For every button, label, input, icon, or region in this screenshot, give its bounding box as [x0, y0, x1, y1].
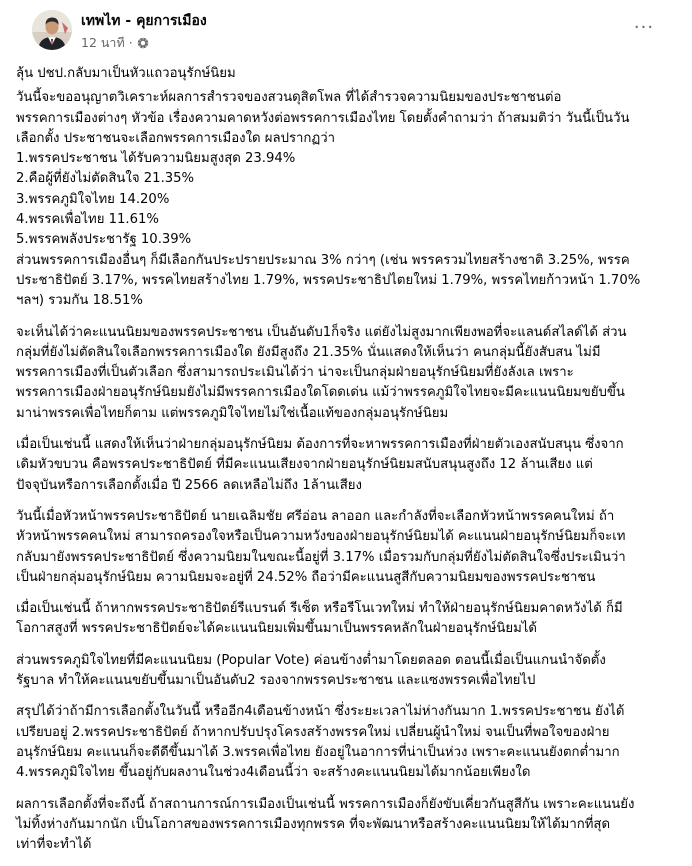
paragraph-line: ส่วนพรรคการเมืองอื่นๆ ก็มีเลือกกันประปรายประมาณ 3% กว่าๆ (เช่น พรรครวมไทยสร้างชาติ 3.25%, พรรค	[16, 252, 630, 268]
paragraph-line: 4.พรรคเพื่อไทย 11.61%	[16, 212, 159, 228]
paragraph-line: 3.พรรคภูมิใจไทย 14.20%	[16, 191, 170, 207]
author-avatar[interactable]	[32, 10, 72, 50]
post-paragraphs	[16, 88, 676, 855]
paragraph-line: ไม่ทิ้งห่างกันมากนัก เป็นโอกาสของพรรคการเมืองทุกพรรค ที่จะพัฒนาหรือสร้างคะแนนนิยมให้ได้มากที่สุด	[16, 816, 611, 832]
post-paragraph	[16, 507, 676, 588]
paragraph-line: จะเห็นได้ว่าคะแนนนิยมของพรรคประชาชน เป็นอันดับ1ก็จริง แต่ยังไม่สูงมากเพียงพอที่จะแลนด์สไลด์ได้ ส่วน	[16, 324, 627, 340]
paragraph-line: เมื่อเป็นเช่นนี้ ถ้าหากพรรคประชาธิปัตย์รีแบรนด์ รีเซ็ต หรือรีโนเวทใหม่ ทำให้ฝ่ายอนุรักษ์นิยมคาดหวังได้ ก็มี	[16, 601, 623, 617]
post-paragraph	[16, 435, 676, 496]
paragraph-line: 5.พรรคพลังประชารัฐ 10.39%	[16, 232, 192, 248]
post-paragraph	[16, 651, 676, 692]
post-paragraph	[16, 702, 676, 783]
author-name[interactable]: เทพไท - คุยการเมือง	[81, 13, 207, 29]
paragraph-line: กลับมายังพรรคประชาธิปัตย์ ซึ่งความนิยมในขณะนี้อยู่ที่ 3.17% เมื่อรวมกับกลุ่มที่ยังไม่ตัดสินใจซึ่งประเมินว่า	[16, 549, 626, 565]
paragraph-line: มาน่าพรรคเพื่อไทยก็ตาม แต่พรรคภูมิใจไทยไม่ใช่เนื้อแท้ของกลุ่มอนุรักษ์นิยม	[16, 405, 449, 421]
paragraph-line: กลุ่มที่ยังไม่ตัดสินใจเลือกพรรคการเมืองใด ยังมีสูงถึง 21.35% นั่นแสดงให้เห็นว่า คนกลุ่มนี้ยังสับสน ไม่มี	[16, 344, 601, 360]
post-header	[16, 0, 676, 60]
paragraph-line: โอกาสสูงที่ พรรคประชาธิปัตย์จะได้คะแนนนิยมเพิ่มขึ้นมาเป็นพรรคหลักในฝ่ายอนุรักษ์นิยมได้	[16, 621, 537, 637]
post-paragraph	[16, 795, 676, 856]
globe-icon[interactable]	[137, 37, 149, 49]
paragraph-line: เป็นฝ่ายกลุ่มอนุรักษ์นิยม ความนิยมจะอยู่ที่ 24.52% ถือว่ามีคะแนนสูสีกับความนิยมของพรรคประชาชน	[16, 569, 596, 585]
paragraph-line: เดิมหัวขบวน คือพรรคประชาธิปัตย์ ที่มีคะแนนเสียงจากฝ่ายอนุรักษ์นิยมสนับสนุนสูงถึง 12 ล้านเสียง แต่	[16, 457, 593, 473]
paragraph-line: พรรคการเมืองฝ่ายอนุรักษ์นิยมยังไม่มีพรรคการเมืองใดโดดเด่น แม้ว่าพรรคภูมิใจไทยจะมีคะแนนนิยมขยับขึ้น	[16, 385, 625, 401]
more-horizontal-icon[interactable]: ···	[633, 17, 655, 38]
paragraph-line: 2.คือผู้ที่ยังไม่ตัดสินใจ 21.35%	[16, 171, 195, 187]
paragraph-line: หัวหน้าพรรคคนใหม่ สามารถครองใจหรือเป็นความหวังของฝ่ายอนุรักษ์นิยมได้ คะแนนฝ่ายอนุรักษ์นิยมก็จะเท	[16, 529, 626, 545]
paragraph-line: รัฐบาล ทำให้คะแนนขยับขึ้นมาเป็นอันดับ2 รองจากพรรคประชาชน และแซงพรรคเพื่อไทยไป	[16, 673, 536, 689]
post-paragraph	[16, 323, 676, 424]
post-paragraph	[16, 599, 676, 640]
paragraph-line: วันนี้จะขออนุญาตวิเคราะห์ผลการสำรวจของสวนดุสิตโพล ที่ได้สำรวจความนิยมของประชาชนต่อ	[16, 90, 562, 106]
paragraph-line: พรรคการเมืองต่างๆ หัวข้อ เรื่องความคาดหวังต่อพรรคการเมืองไทย โดยตั้งคำถามว่า ถ้าสมมติว่า วันนี้เป็นวัน	[16, 110, 630, 126]
paragraph-line: ปัจจุบันหรือการเลือกตั้งเมื่อ ปี 2566 ลดเหลือไม่ถึง 1ล้านเสียง	[16, 477, 362, 493]
paragraph-line: เลือกตั้ง ประชาชนจะเลือกพรรคการเมืองใด ผลปรากฏว่า	[16, 130, 336, 146]
paragraph-line: ผลการเลือกตั้งที่จะถึงนี้ ถ้าสถานการณ์การเมืองเป็นเช่นนี้ พรรคการเมืองก็ยังขับเคี่ยวกันสูสีกัน เพราะคะแนนยัง	[16, 796, 635, 812]
paragraph-line: วันนี้เมื่อหัวหน้าพรรคประชาธิปัตย์ นายเฉลิมชัย ศรีอ่อน ลาออก และกำลังที่จะเลือกหัวหน้าพรรคคนใหม่ ถ้า	[16, 508, 615, 524]
meta-separator: ·	[128, 35, 133, 50]
paragraph-line: สรุปได้ว่าถ้ามีการเลือกตั้งในวันนี้ หรืออีก4เดือนข้างหน้า ซึ่งระยะเวลาไม่ห่างกันมาก 1.พรรคประชาชน ยังได้	[16, 704, 625, 720]
post-title: ลุ้น ปชป.กลับมาเป็นหัวแถวอนุรักษ์นิยม	[16, 66, 236, 81]
avatar-icon	[32, 10, 72, 50]
paragraph-line: อนุรักษ์นิยม คะแนนก็จะดีดีขึ้นมาได้ 3.พรรคเพื่อไทย ยังอยู่ในอาการที่น่าเป็นห่วง เพราะคะแนนยังตกต่ำมาก	[16, 744, 620, 760]
post-body	[16, 64, 676, 866]
paragraph-line: พรรคการเมืองที่เป็นตัวเลือก ซึ่งสามารถประเมินได้ว่า น่าจะเป็นกลุ่มฝ่ายอนุรักษ์นิยมที่ยังลังเล เพราะ	[16, 365, 574, 381]
post-timestamp[interactable]: 12 นาที	[81, 35, 125, 50]
post-meta	[81, 35, 149, 51]
post-paragraph	[16, 88, 676, 311]
paragraph-line: ส่วนพรรคภูมิใจไทยที่มีคะแนนนิยม (Popular Vote) ค่อนข้างต่ำมาโดยตลอด ตอนนี้เมื่อเป็นแกนนำจัดตั้ง	[16, 652, 606, 668]
paragraph-line: ประชาธิปัตย์ 3.17%, พรรคไทยสร้างไทย 1.79%, พรรคประชาธิปไตยใหม่ 1.79%, พรรคไทยก้าวหน้า 1.70%	[16, 272, 641, 288]
paragraph-line: ฯลฯ) รวมกัน 18.51%	[16, 293, 143, 309]
paragraph-line: เมื่อเป็นเช่นนี้ แสดงให้เห็นว่าฝ่ายกลุ่มอนุรักษ์นิยม ต้องการที่จะหาพรรคการเมืองที่ฝ่ายตัวเองสนับสนุน ซึ่งจาก	[16, 437, 624, 453]
paragraph-line: เท่าที่จะทำได้	[16, 837, 92, 853]
paragraph-line: 1.พรรคประชาชน ได้รับความนิยมสูงสุด 23.94%	[16, 151, 296, 167]
paragraph-line: 4.พรรคภูมิใจไทย ขึ้นอยู่กับผลงานในช่วง4เดือนนี้ว่า จะสร้างคะแนนนิยมได้มากน้อยเพียงใด	[16, 765, 531, 781]
paragraph-line: เปรียบอยู่ 2.พรรคประชาธิปัตย์ ถ้าหากปรับปรุงโครงสร้างพรรคใหม่ เปลี่ยนผู้นำใหม่ จนเป็นที่พอใจของฝ่าย	[16, 724, 610, 740]
